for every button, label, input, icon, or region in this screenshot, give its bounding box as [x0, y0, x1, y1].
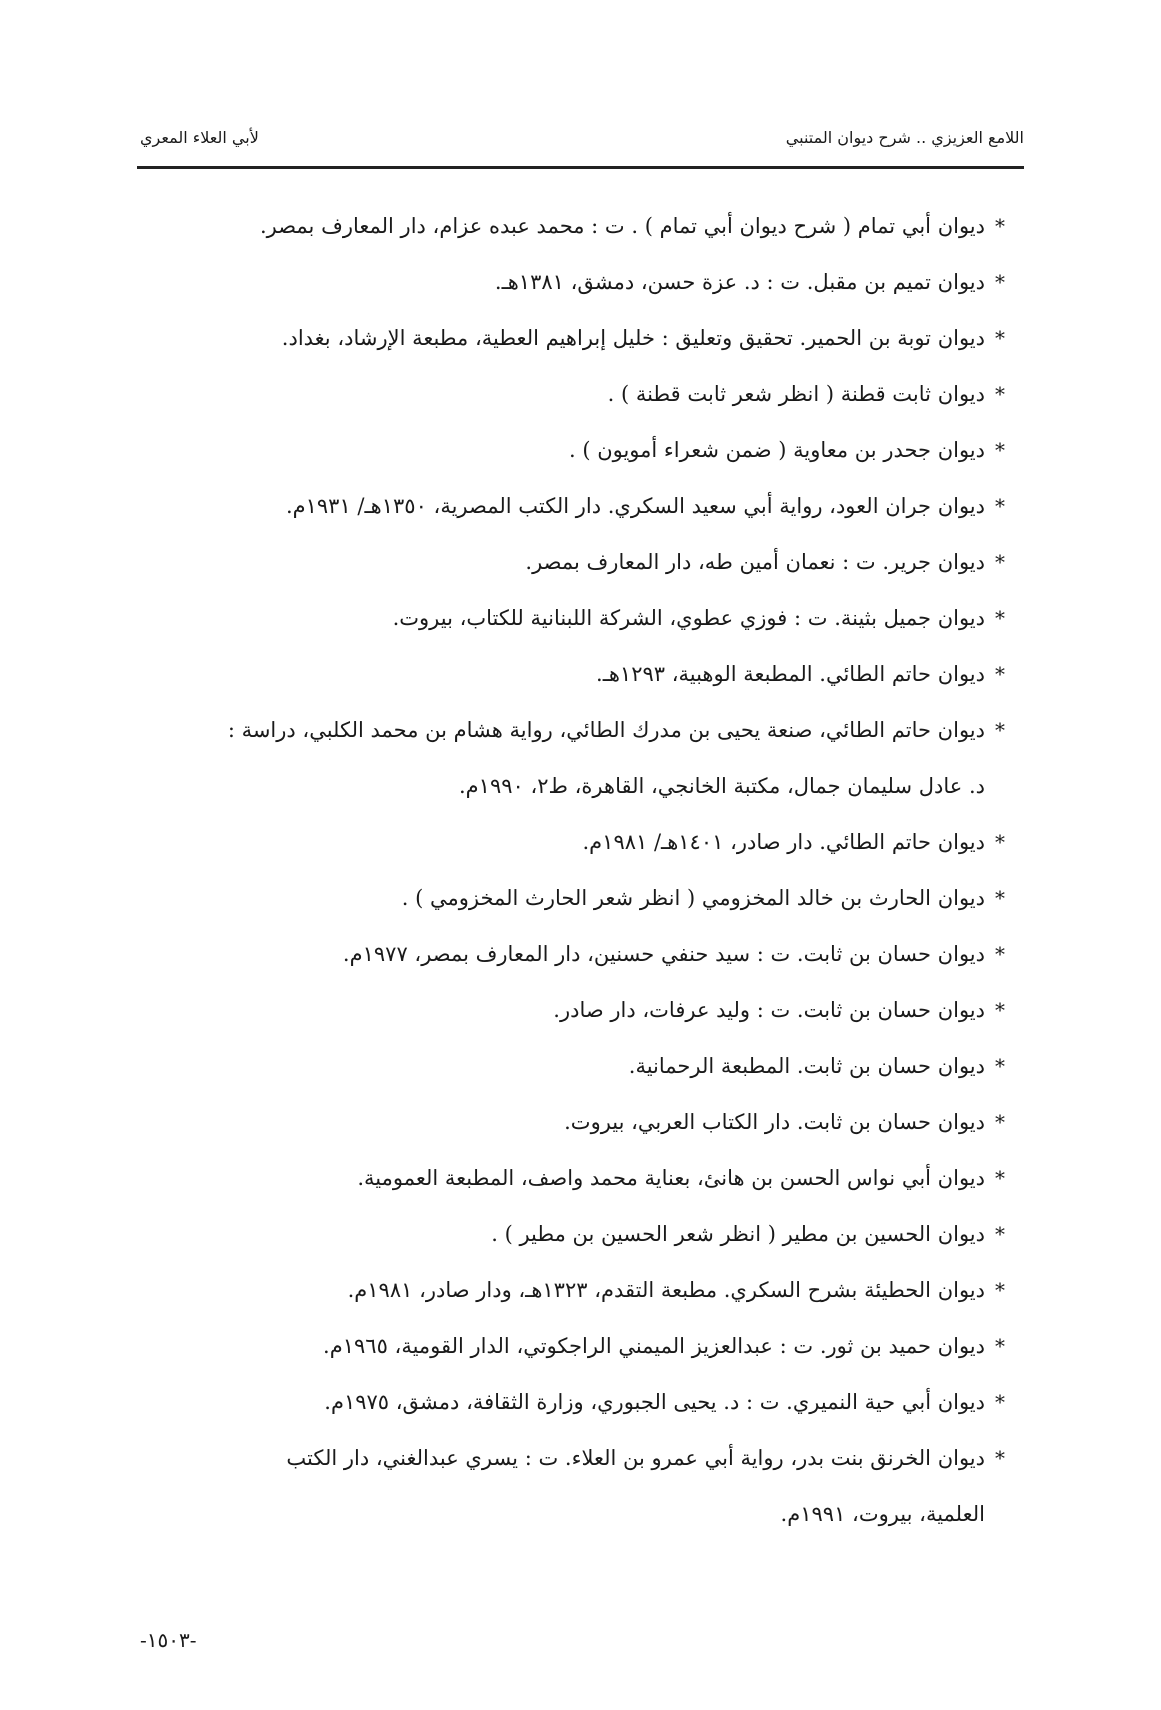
- entry-text: ديوان جران العود، رواية أبي سعيد السكري. دار الكتب المصرية، ١٣٥٠هـ/ ١٩٣١م.: [285, 494, 985, 518]
- entry-text: ديوان أبي نواس الحسن بن هانئ، بعناية محمد واصف، المطبعة العمومية.: [357, 1166, 985, 1190]
- asterisk-bullet-icon: *: [995, 326, 1005, 350]
- bibliography-entry: [137, 254, 1005, 310]
- bibliography-entry: [137, 534, 1005, 590]
- bibliography-entry: [137, 366, 1005, 422]
- entry-text: ديوان أبي حية النميري. ت : د. يحيى الجبوري، وزارة الثقافة، دمشق، ١٩٧٥م.: [324, 1390, 985, 1414]
- asterisk-bullet-icon: *: [995, 1166, 1005, 1190]
- bibliography-entry: [137, 1430, 1005, 1486]
- asterisk-bullet-icon: *: [995, 1054, 1005, 1078]
- asterisk-bullet-icon: *: [995, 1110, 1005, 1134]
- bibliography-entry: [137, 310, 1005, 366]
- asterisk-bullet-icon: *: [995, 1446, 1005, 1470]
- bibliography-entry: [137, 870, 1005, 926]
- bibliography-entry: [137, 1318, 1005, 1374]
- entry-text: ديوان ثابت قطنة ( انظر شعر ثابت قطنة ) .: [607, 382, 985, 406]
- entry-text: ديوان حسان بن ثابت. دار الكتاب العربي، بيروت.: [564, 1110, 985, 1134]
- bibliography-entry: [137, 1038, 1005, 1094]
- bibliography-entry: [137, 1206, 1005, 1262]
- entry-text: ديوان حاتم الطائي. المطبعة الوهبية، ١٢٩٣هـ.: [596, 662, 985, 686]
- entry-text: ديوان الحارث بن خالد المخزومي ( انظر شعر الحارث المخزومي ) .: [401, 886, 985, 910]
- bibliography-entry: [137, 422, 1005, 478]
- entry-text: ديوان الخرنق بنت بدر، رواية أبي عمرو بن العلاء. ت : يسري عبدالغني، دار الكتب: [286, 1446, 985, 1470]
- asterisk-bullet-icon: *: [995, 1334, 1005, 1358]
- bibliography-entry: [137, 646, 1005, 702]
- bibliography-list: [137, 198, 1005, 1542]
- entry-text: ديوان تميم بن مقبل. ت : د. عزة حسن، دمشق، ١٣٨١هـ.: [494, 270, 985, 294]
- page-number: -١٥٠٣-: [140, 1628, 197, 1652]
- entry-text: ديوان جرير. ت : نعمان أمين طه، دار المعارف بمصر.: [525, 550, 985, 574]
- asterisk-bullet-icon: *: [995, 494, 1005, 518]
- bibliography-entry: [137, 814, 1005, 870]
- header-divider: [137, 166, 1024, 169]
- entry-continuation: د. عادل سليمان جمال، مكتبة الخانجي، القاهرة، ط٢، ١٩٩٠م.: [458, 774, 985, 798]
- asterisk-bullet-icon: *: [995, 606, 1005, 630]
- entry-text: ديوان أبي تمام ( شرح ديوان أبي تمام ) . ت : محمد عبده عزام، دار المعارف بمصر.: [259, 214, 985, 238]
- asterisk-bullet-icon: *: [995, 1278, 1005, 1302]
- entry-text: ديوان حسان بن ثابت. ت : سيد حنفي حسنين، دار المعارف بمصر، ١٩٧٧م.: [342, 942, 985, 966]
- asterisk-bullet-icon: *: [995, 830, 1005, 854]
- bibliography-entry: [137, 1262, 1005, 1318]
- entry-text: ديوان جميل بثينة. ت : فوزي عطوي، الشركة اللبنانية للكتاب، بيروت.: [392, 606, 985, 630]
- entry-text: ديوان حسان بن ثابت. المطبعة الرحمانية.: [628, 1054, 985, 1078]
- page-header: [140, 128, 1024, 147]
- entry-text: ديوان حاتم الطائي، صنعة يحيى بن مدرك الطائي، رواية هشام بن محمد الكلبي، دراسة :: [227, 718, 985, 742]
- entry-text: ديوان الحطيئة بشرح السكري. مطبعة التقدم، ١٣٢٣هـ، ودار صادر، ١٩٨١م.: [347, 1278, 985, 1302]
- bibliography-entry: [137, 1374, 1005, 1430]
- entry-text: ديوان حاتم الطائي. دار صادر، ١٤٠١هـ/ ١٩٨١م.: [582, 830, 985, 854]
- entry-continuation: العلمية، بيروت، ١٩٩١م.: [780, 1502, 985, 1526]
- asterisk-bullet-icon: *: [995, 718, 1005, 742]
- bibliography-entry: [137, 478, 1005, 534]
- bibliography-entry: [137, 982, 1005, 1038]
- entry-text: ديوان حسان بن ثابت. ت : وليد عرفات، دار صادر.: [553, 998, 985, 1022]
- asterisk-bullet-icon: *: [995, 550, 1005, 574]
- bibliography-entry: [137, 926, 1005, 982]
- bibliography-entry: [137, 1094, 1005, 1150]
- bibliography-entry: [137, 590, 1005, 646]
- asterisk-bullet-icon: *: [995, 270, 1005, 294]
- asterisk-bullet-icon: *: [995, 662, 1005, 686]
- asterisk-bullet-icon: *: [995, 438, 1005, 462]
- asterisk-bullet-icon: *: [995, 382, 1005, 406]
- book-title: اللامع العزيزي .. شرح ديوان المتنبي: [785, 128, 1024, 147]
- asterisk-bullet-icon: *: [995, 942, 1005, 966]
- asterisk-bullet-icon: *: [995, 886, 1005, 910]
- bibliography-entry: [137, 702, 1005, 758]
- bibliography-entry: [137, 1150, 1005, 1206]
- bibliography-entry: [137, 198, 1005, 254]
- entry-text: ديوان جحدر بن معاوية ( ضمن شعراء أمويون ) .: [568, 438, 985, 462]
- asterisk-bullet-icon: *: [995, 1390, 1005, 1414]
- asterisk-bullet-icon: *: [995, 214, 1005, 238]
- entry-text: ديوان توبة بن الحمير. تحقيق وتعليق : خليل إبراهيم العطية، مطبعة الإرشاد، بغداد.: [281, 326, 985, 350]
- entry-text: ديوان حميد بن ثور. ت : عبدالعزيز الميمني الراجكوتي، الدار القومية، ١٩٦٥م.: [323, 1334, 985, 1358]
- author-name: لأبي العلاء المعري: [140, 128, 259, 147]
- entry-text: ديوان الحسين بن مطير ( انظر شعر الحسين بن مطير ) .: [491, 1222, 985, 1246]
- asterisk-bullet-icon: *: [995, 1222, 1005, 1246]
- asterisk-bullet-icon: *: [995, 998, 1005, 1022]
